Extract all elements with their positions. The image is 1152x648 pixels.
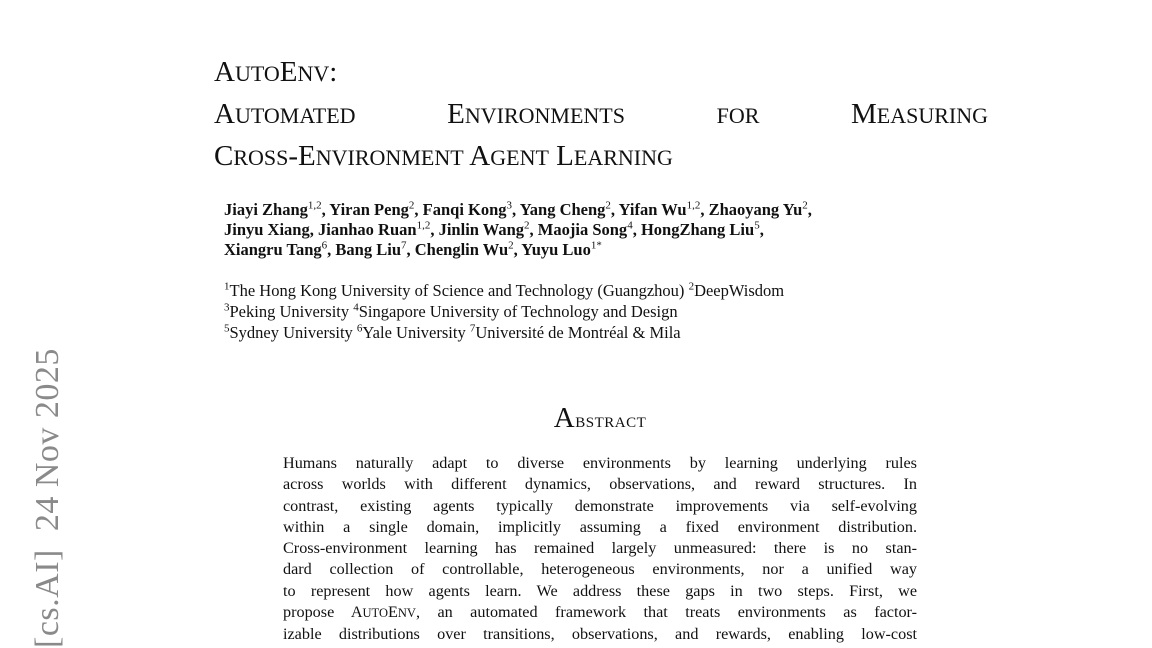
author-name: Jinlin Wang bbox=[438, 220, 525, 239]
author-name: Maojia Song bbox=[537, 220, 628, 239]
author-name: Jianhao Ruan bbox=[318, 220, 417, 239]
affiliation-number: 7 bbox=[469, 322, 476, 335]
paper-title bbox=[214, 52, 988, 178]
author-affiliation-marker: 6 bbox=[321, 239, 328, 252]
affiliation-line bbox=[224, 301, 924, 322]
abstract-line: within a single domain, implicitly assuming a fixed environment distribution. bbox=[283, 517, 917, 536]
affiliation-number: 2 bbox=[688, 280, 695, 293]
affiliation-name: DeepWisdom bbox=[694, 281, 785, 300]
title-line-1 bbox=[214, 52, 988, 94]
author-name: Zhaoyang Yu bbox=[708, 200, 803, 219]
author-name: Jinyu Xiang bbox=[224, 220, 310, 239]
affiliation-name: Singapore University of Technology and Design bbox=[358, 302, 678, 321]
abstract-line: Humans naturally adapt to diverse environments by learning underlying rules bbox=[283, 454, 917, 472]
arxiv-stamp bbox=[28, 348, 68, 648]
author-affiliation-marker: 1* bbox=[590, 239, 602, 252]
affiliation-list bbox=[224, 280, 924, 343]
abstract-line: dard collection of controllable, heterogeneous environments, nor a unified way bbox=[283, 560, 917, 579]
author-name: Chenglin Wu bbox=[414, 240, 509, 259]
title-word: AUTOMATED bbox=[214, 98, 356, 130]
author-line: Jiayi Zhang$^{1,2}$, Yiran Peng$^2$, Fanqi Kong$^3$, Yang Cheng$^2$, Yifan Wu$^{1,2}$, Zhaoyang Yu$^2$, bbox=[224, 199, 812, 219]
author-affiliation-marker: 2 bbox=[605, 199, 611, 212]
title-subtitle: CROSS-ENVIRONMENT AGENT LEARNING bbox=[214, 140, 673, 172]
abstract-line: contrast, existing agents typically demonstrate improvements via self-evolving bbox=[283, 496, 917, 515]
affiliation-number: 6 bbox=[356, 322, 363, 335]
title-word: FOR bbox=[716, 103, 760, 128]
abstract-line: to represent how agents learn. We address these gaps in two steps. First, we bbox=[283, 581, 917, 600]
author-name: Yiran Peng bbox=[329, 200, 409, 219]
affiliation-number: 1 bbox=[224, 280, 230, 293]
author-affiliation-marker: 1,2 bbox=[686, 199, 701, 212]
author-affiliation-marker: 3 bbox=[506, 199, 513, 212]
affiliation-name: Peking University bbox=[229, 302, 350, 321]
author-name: Yuyu Luo bbox=[521, 240, 591, 259]
autoenv-name: AUTOENV bbox=[350, 603, 416, 622]
affiliation-name: Université de Montréal & Mila bbox=[475, 323, 681, 342]
author-name: Yang Cheng bbox=[519, 200, 606, 219]
abstract-heading-text: ABSTRACT bbox=[553, 402, 647, 434]
affiliation-line bbox=[224, 280, 924, 301]
affiliation-name: The Hong Kong University of Science and Technology (Guangzhou) bbox=[229, 281, 685, 300]
abstract-text: , an automated framework that treats environments as factor- bbox=[415, 603, 918, 622]
author-list bbox=[224, 200, 964, 260]
author-affiliation-marker: 2 bbox=[508, 239, 514, 252]
affiliation-line bbox=[224, 322, 924, 343]
author-name: Jiayi Zhang bbox=[224, 200, 308, 219]
author-affiliation-marker: 1,2 bbox=[416, 219, 431, 232]
author-affiliation-marker: 2 bbox=[802, 199, 808, 212]
author-line: Jinyu Xiang, Jianhao Ruan$^{1,2}$, Jinlin Wang$^2$, Maojia Song$^4$, HongZhang Liu$^5$, bbox=[224, 219, 764, 239]
author-affiliation-marker: 4 bbox=[627, 219, 633, 232]
author-name: Fanqi Kong bbox=[422, 200, 507, 219]
title-word: MEASURING bbox=[850, 98, 988, 130]
author-affiliation-marker: 1,2 bbox=[307, 199, 322, 212]
title-line-2 bbox=[214, 94, 988, 136]
abstract-line: Cross-environment learning has remained largely unmeasured: there is no stan- bbox=[283, 539, 917, 558]
arxiv-category: [cs.AI] bbox=[29, 549, 66, 648]
author-affiliation-marker: 5 bbox=[754, 219, 760, 232]
affiliation-number: 3 bbox=[224, 301, 230, 314]
author-affiliation-marker: 7 bbox=[401, 239, 407, 252]
abstract-text: propose bbox=[283, 603, 351, 622]
author-name: Bang Liu bbox=[335, 240, 401, 259]
abstract-line bbox=[283, 602, 917, 624]
title-word: ENVIRONMENTS bbox=[447, 98, 625, 130]
abstract-line: izable distributions over transitions, observations, and rewards, enabling low-cost bbox=[283, 625, 917, 644]
author-affiliation-marker: 2 bbox=[408, 199, 415, 212]
abstract-line: across worlds with different dynamics, observations, and reward structures. In bbox=[283, 475, 917, 494]
title-line-3 bbox=[214, 136, 988, 178]
abstract-heading bbox=[0, 402, 1152, 435]
author-name: Yifan Wu bbox=[618, 200, 687, 219]
author-name: HongZhang Liu bbox=[640, 220, 755, 239]
arxiv-date: 24 Nov 2025 bbox=[29, 348, 66, 532]
affiliation-name: Yale University bbox=[362, 323, 466, 342]
title-autoenv: AUTOENV: bbox=[214, 56, 338, 88]
affiliation-number: 4 bbox=[353, 301, 359, 314]
affiliation-name: Sydney University bbox=[229, 323, 353, 342]
affiliation-number: 5 bbox=[224, 322, 230, 335]
author-name: Xiangru Tang bbox=[224, 240, 322, 259]
author-affiliation-marker: 2 bbox=[524, 219, 530, 232]
abstract-body bbox=[283, 453, 917, 646]
author-line: Xiangru Tang$^6$, Bang Liu$^7$, Chenglin Wu$^2$, Yuyu Luo$^{1*}$ bbox=[224, 239, 602, 259]
